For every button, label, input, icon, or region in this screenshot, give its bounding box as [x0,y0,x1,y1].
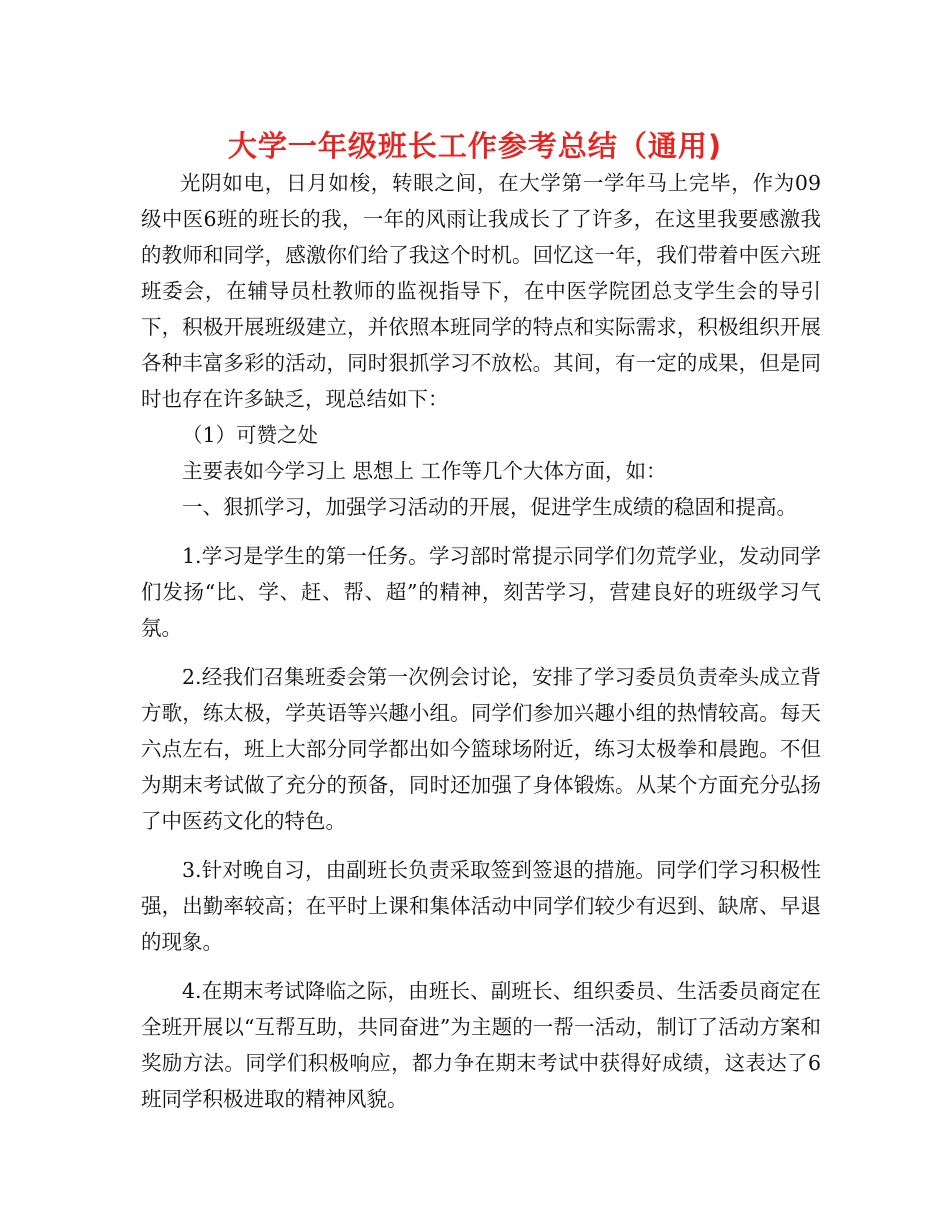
item-paragraph: 2.经我们召集班委会第一次例会讨论，安排了学习委员负责牵头成立背方歌，练太极，学英语等兴趣小组。同学们参加兴趣小组的热情较高。每天六点左右，班上大部分同学都出如今篮球场附近，练习太极拳和晨跑。不但为期末考试做了充分的预备，同时还加强了身体锻炼。从某个方面充分弘扬了中医药文化的特色。 [141,665,821,833]
point-heading: 一、狠抓学习，加强学习活动的开展，促进学生成绩的稳固和提高。 [182,495,797,519]
summary-paragraph: 主要表如今学习上 思想上 工作等几个大体方面，如： [182,459,667,483]
document-title: 大学一年级班长工作参考总结（通用) [227,129,723,163]
document-body [141,165,821,1117]
item-paragraph: 4.在期末考试降临之际，由班长、副班长、组织委员、生活委员商定在全班开展以“互帮互助，共同奋进”为主题的一帮一活动，制订了活动方案和奖励方法。同学们积极响应，都力争在期末考试中获得好成绩，这表达了6班同学积极进取的精神风貌。 [141,979,821,1111]
item-paragraph: 1.学习是学生的第一任务。学习部时常提示同学们勿荒学业，发动同学们发扬“比、学、赶、帮、超”的精神，刻苦学习，营建良好的班级学习气氛。 [141,544,821,640]
section-heading: （1）可赞之处 [182,423,319,447]
item-paragraph: 3.针对晚自习，由副班长负责采取签到签退的措施。同学们学习积极性强，出勤率较高；在平时上课和集体活动中同学们较少有迟到、缺席、早退的现象。 [141,858,821,954]
intro-paragraph: 光阴如电，日月如梭，转眼之间，在大学第一学年马上完毕，作为09级中医6班的班长的我，一年的风雨让我成长了了许多，在这里我要感激我的教师和同学，感激你们给了我这个时机。回忆这一年，我们带着中医六班班委会，在辅导员杜教师的监视指导下，在中医学院团总支学生会的导引下，积极开展班级建立，并依照本班同学的特点和实际需求，积极组织开展各种丰富多彩的活动，同时狠抓学习不放松。其间，有一定的成果，但是同时也存在许多缺乏，现总结如下： [141,171,821,411]
